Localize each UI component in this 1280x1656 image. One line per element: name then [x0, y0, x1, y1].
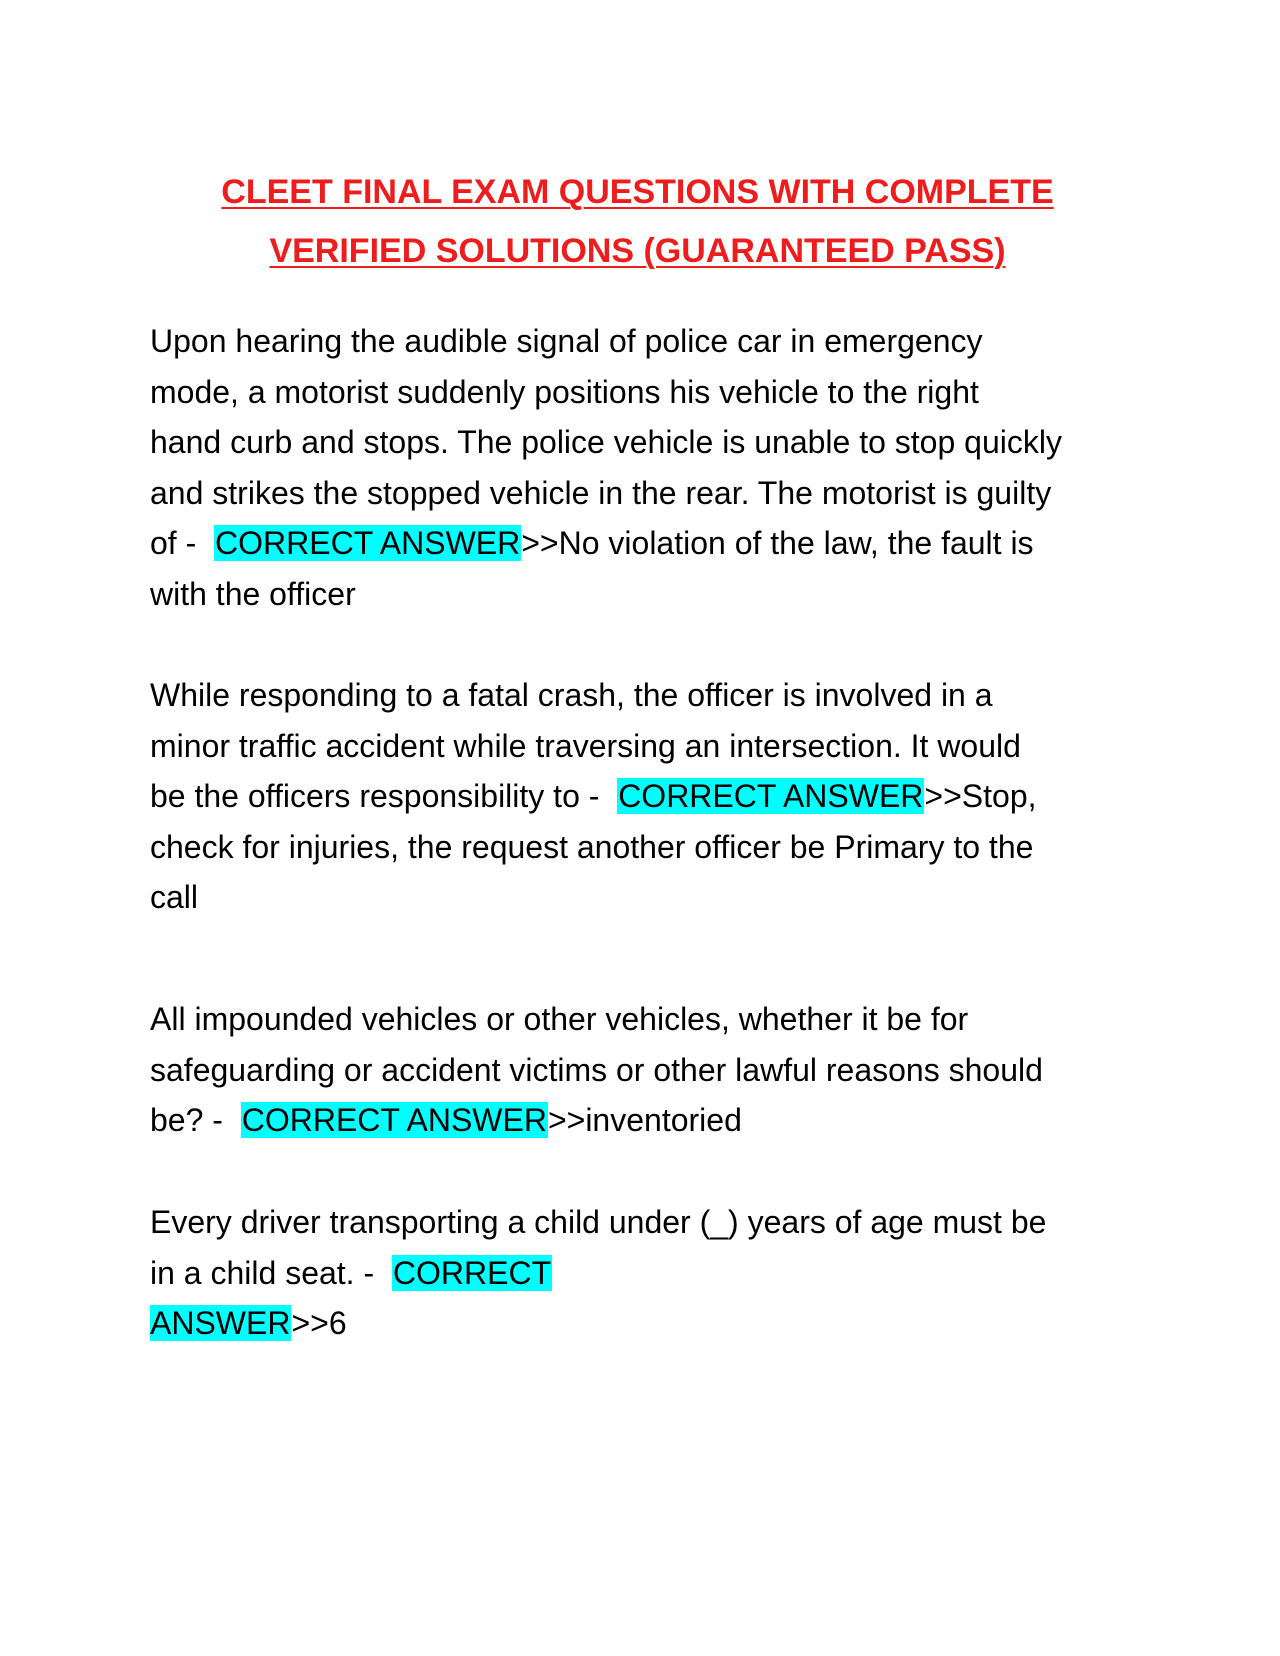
question-answer-line	[150, 1095, 1140, 1146]
question-text-line: Upon hearing the audible signal of police car in emergency	[150, 323, 983, 359]
answer-text: >>Stop,	[924, 778, 1037, 814]
question-text-line: While responding to a fatal crash, the officer is involved in a	[150, 677, 993, 713]
document-title	[150, 163, 1125, 281]
question-3	[150, 994, 1140, 1146]
answer-text: >>No violation of the law, the fault is	[521, 525, 1034, 561]
question-4	[150, 1197, 1140, 1349]
answer-text-continued: with the officer	[150, 575, 356, 612]
question-text-line: safeguarding or accident victims or other lawful reasons should	[150, 1051, 1043, 1088]
question-text-line: Every driver transporting a child under (_) years of age must be	[150, 1204, 1047, 1240]
correct-answer-label-part2: ANSWER	[150, 1305, 291, 1341]
question-answer-line-continued	[150, 1298, 1140, 1349]
title-line-2: VERIFIED SOLUTIONS (GUARANTEED PASS)	[269, 232, 1006, 270]
question-prefix: be? -	[150, 1102, 232, 1138]
correct-answer-label-part1: CORRECT	[392, 1254, 552, 1291]
question-answer-line	[150, 518, 1140, 569]
question-2	[150, 670, 1140, 923]
question-text-line: hand curb and stops. The police vehicle is unable to stop quickly	[150, 424, 1062, 460]
question-prefix: of -	[150, 525, 206, 561]
correct-answer-label: CORRECT ANSWER	[241, 1102, 547, 1138]
answer-text-continued: check for injuries, the request another officer be Primary to the	[150, 828, 1034, 865]
question-prefix: in a child seat. -	[150, 1254, 383, 1291]
question-text-line: minor traffic accident while traversing an intersection. It would	[150, 727, 1021, 764]
question-text-line: and strikes the stopped vehicle in the rear. The motorist is guilty	[150, 474, 1052, 511]
title-line-1: CLEET FINAL EXAM QUESTIONS WITH COMPLETE	[221, 173, 1054, 211]
question-text-line: All impounded vehicles or other vehicles, whether it be for	[150, 1001, 969, 1037]
question-answer-line	[150, 1248, 1140, 1299]
question-prefix: be the officers responsibility to -	[150, 778, 609, 814]
answer-text-continued: call	[150, 879, 199, 915]
correct-answer-label: CORRECT ANSWER	[618, 778, 924, 814]
correct-answer-label: CORRECT ANSWER	[215, 525, 521, 561]
answer-text: >>6	[291, 1305, 347, 1341]
answer-text: >>inventoried	[547, 1102, 742, 1138]
question-answer-line	[150, 771, 1140, 822]
question-text-line: mode, a motorist suddenly positions his vehicle to the right	[150, 373, 979, 410]
question-1	[150, 316, 1140, 619]
